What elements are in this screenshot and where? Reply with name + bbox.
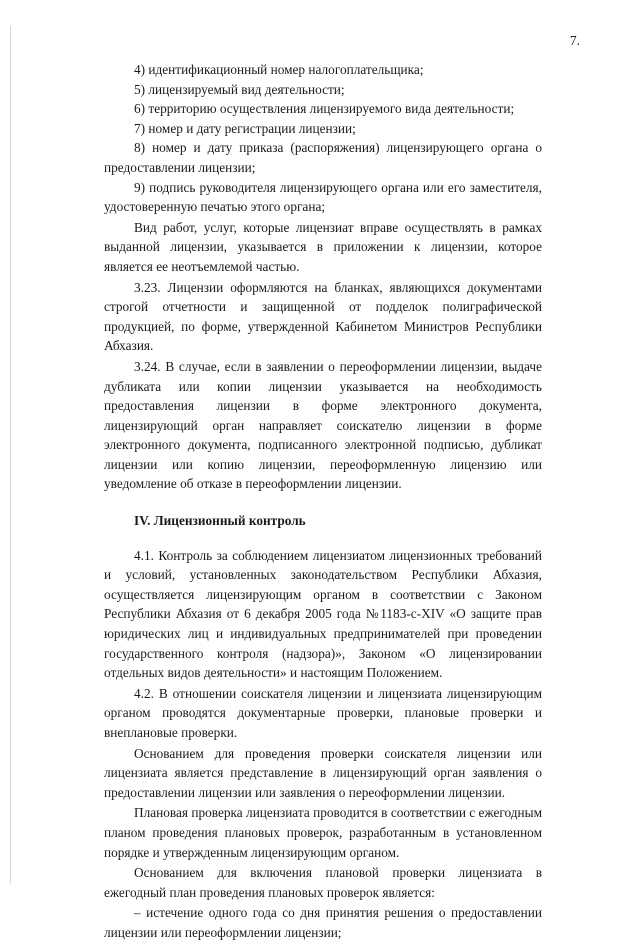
paragraph: 3.23. Лицензии оформляются на бланках, являющихся документами строгой отчетности и защищенной от подделок полиграфической продукцией, по форме, утвержденной Кабинетом Министров Республики Абхазия. bbox=[104, 279, 542, 354]
paragraph: Вид работ, услуг, которые лицензиат вправе осуществлять в рамках выданной лицензии, указывается в приложении к лицензии, которое является ее неотъемлемой частью. bbox=[104, 219, 542, 274]
paragraph: 4.1. Контроль за соблюдением лицензиатом лицензионных требований и условий, установленных законодательством Республики Абхазия, осуществляется лицензирующим органом в соответствии с Законом Республики Абхазия от 6 декабря 2005 года №1183-с-XIV «О защите прав юридических лиц и индивидуальных предпринимателей при проведении государственного контроля (надзора)», Законом «О лицензировании отдельных видов деятельности» и настоящим Положением. bbox=[104, 547, 542, 681]
list-item: 6) территорию осуществления лицензируемого вида деятельности; bbox=[134, 101, 515, 117]
paragraph: 4.2. В отношении соискателя лицензии и лицензиата лицензирующим органом проводятся документарные проверки, плановые проверки и внеплановые проверки. bbox=[104, 685, 542, 740]
list-item: 4) идентификационный номер налогоплательщика; bbox=[134, 62, 424, 77]
list-item: 8) номер и дату приказа (распоряжения) лицензирующего органа о предоставлении лицензии; bbox=[104, 140, 542, 175]
paragraph: Плановая проверка лицензиата проводится в соответствии с ежегодным планом проведения плановых проверок, разработанным в установленном порядке и утвержденным лицензирующим органом. bbox=[104, 805, 542, 860]
paragraph: Основанием для включения плановой проверки лицензиата в ежегодный план проведения плановых проверок является: bbox=[104, 865, 542, 900]
list-item: 7) номер и дату регистрации лицензии; bbox=[134, 120, 356, 136]
list-item: 9) подпись руководителя лицензирующего органа или его заместителя, удостоверенную печатью этого органа; bbox=[104, 179, 542, 215]
page-number: 7. bbox=[569, 33, 580, 48]
section-heading: IV. Лицензионный контроль bbox=[134, 513, 306, 529]
scan-edge-artifact bbox=[10, 26, 11, 884]
list-item: 5) лицензируемый вид деятельности; bbox=[134, 81, 345, 97]
paragraph: – истечение одного года со дня принятия решения о предоставлении лицензии или переоформлении лицензии; bbox=[104, 905, 542, 940]
paragraph: Основанием для проведения проверки соискателя лицензии или лицензиата является представление в лицензирующий орган заявления о предоставлении лицензии или заявления о переоформлении лицензии. bbox=[104, 745, 542, 800]
page-content bbox=[104, 60, 542, 943]
paragraph: 3.24. В случае, если в заявлении о переоформлении лицензии, выдаче дубликата или копии лицензии указывается на необходимость предоставления лицензии в форме электронного документа, лицензирующий орган направляет соискателю лицензии в форме электронного документа, подписанного электронной подписью, дубликат лицензии или копию лицензии, переоформленную лицензию или уведомление об отказе в переоформлении лицензии. bbox=[104, 358, 542, 492]
